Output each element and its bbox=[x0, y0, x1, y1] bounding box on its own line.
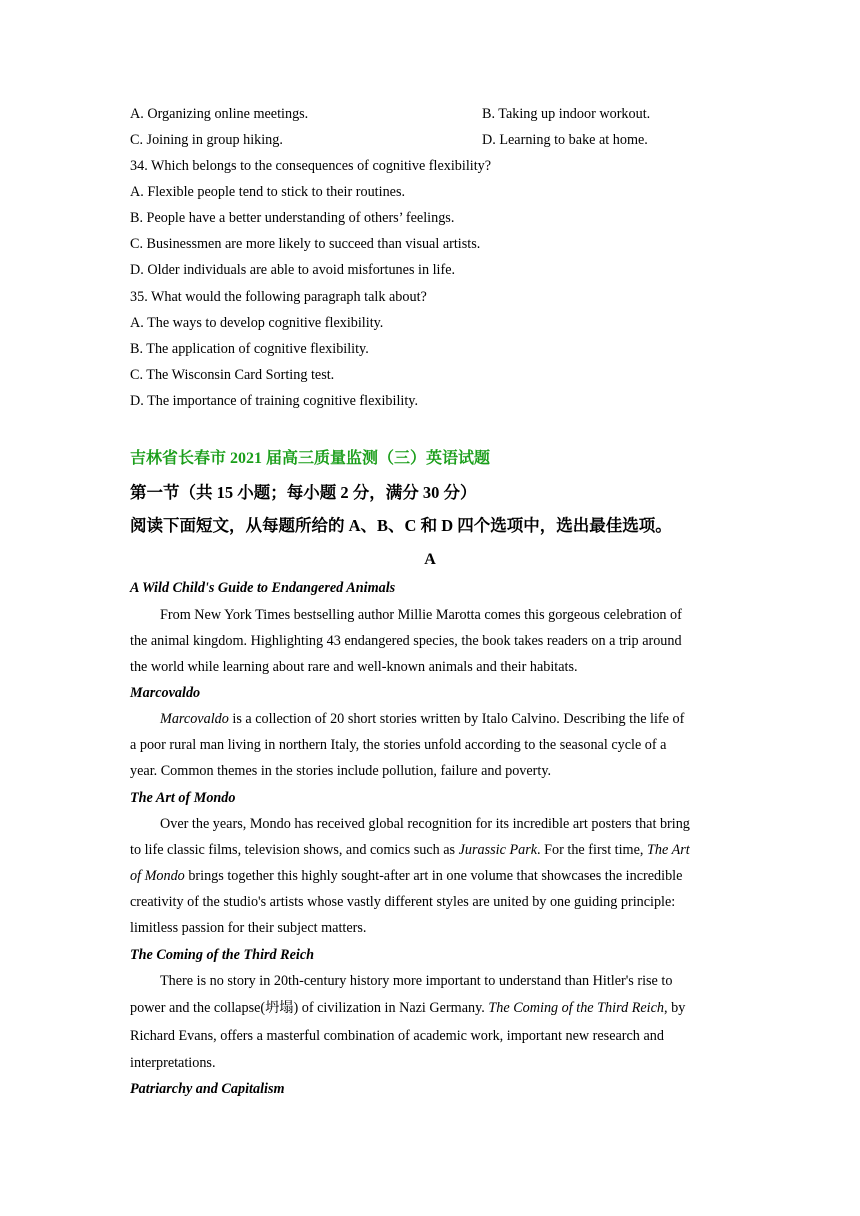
q34-question: 34. Which belongs to the consequences of cognitive flexibility? bbox=[130, 158, 492, 174]
q34-option-b: B. People have a better understanding of others’ feelings. bbox=[130, 210, 455, 226]
paragraph-line bbox=[160, 710, 684, 728]
paragraph-line: the world while learning about rare and well-known animals and their habitats. bbox=[130, 659, 578, 675]
italic-title: Jurassic Park bbox=[458, 842, 538, 858]
paragraph-line: Over the years, Mondo has received global recognition for its incredible art posters that bring bbox=[160, 816, 690, 832]
paragraph-text: power and the collapse(坍塌) of civilization in Nazi Germany. bbox=[130, 1000, 489, 1016]
paragraph-text: to life classic films, television shows, and comics such as bbox=[130, 842, 459, 858]
passage-label: A bbox=[424, 551, 436, 568]
q35-question: 35. What would the following paragraph talk about? bbox=[130, 289, 427, 305]
q33-option-d: D. Learning to bake at home. bbox=[482, 132, 648, 148]
italic-title: of Mondo bbox=[130, 868, 185, 884]
paragraph-text: brings together this highly sought-after art in one volume that showcases the incredible bbox=[184, 868, 683, 884]
paragraph-line: a poor rural man living in northern Italy, the stories unfold according to the seasonal cycle of a bbox=[130, 737, 667, 753]
paragraph-text: . For the first time, bbox=[537, 842, 647, 858]
paragraph-line: From New York Times bestselling author Millie Marotta comes this gorgeous celebration of bbox=[160, 607, 682, 623]
paragraph-line: There is no story in 20th-century history more important to understand than Hitler's rise to bbox=[160, 973, 673, 989]
paragraph-line: Richard Evans, offers a masterful combination of academic work, important new research and bbox=[130, 1028, 664, 1044]
paragraph-line: the animal kingdom. Highlighting 43 endangered species, the book takes readers on a trip around bbox=[130, 633, 682, 649]
q35-option-c: C. The Wisconsin Card Sorting test. bbox=[130, 367, 335, 383]
paragraph-line: limitless passion for their subject matters. bbox=[130, 920, 367, 936]
q35-option-a: A. The ways to develop cognitive flexibility. bbox=[130, 315, 384, 331]
italic-title: The Art bbox=[647, 842, 690, 858]
paragraph-line: interpretations. bbox=[130, 1055, 216, 1071]
italic-title: The Coming of the Third Reich bbox=[488, 1000, 665, 1016]
q35-option-d: D. The importance of training cognitive flexibility. bbox=[130, 393, 419, 409]
italic-title: Marcovaldo bbox=[160, 711, 229, 727]
book-title: Patriarchy and Capitalism bbox=[130, 1081, 285, 1097]
q35-option-b: B. The application of cognitive flexibility. bbox=[130, 341, 369, 357]
book-title: A Wild Child's Guide to Endangered Animals bbox=[130, 580, 396, 596]
q34-option-d: D. Older individuals are able to avoid misfortunes in life. bbox=[130, 262, 456, 278]
instruction: 阅读下面短文，从每题所给的 A、B、C 和 D 四个选项中，选出最佳选项。 bbox=[130, 516, 672, 535]
paragraph-line: creativity of the studio's artists whose vastly different styles are united by one guiding principle: bbox=[130, 894, 676, 910]
exam-title: 吉林省长春市 2021 届高三质量监测（三）英语试题 bbox=[130, 450, 491, 467]
q33-option-b: B. Taking up indoor workout. bbox=[482, 106, 651, 122]
paragraph-text: , by bbox=[664, 1000, 686, 1016]
q33-option-c: C. Joining in group hiking. bbox=[130, 132, 283, 148]
paragraph-line: year. Common themes in the stories include pollution, failure and poverty. bbox=[130, 763, 552, 779]
q34-option-a: A. Flexible people tend to stick to their routines. bbox=[130, 184, 406, 200]
q33-option-a: A. Organizing online meetings. bbox=[130, 106, 309, 122]
book-title: The Art of Mondo bbox=[130, 790, 236, 806]
paragraph-line bbox=[130, 999, 685, 1017]
book-title: The Coming of the Third Reich bbox=[130, 947, 315, 963]
paragraph-text: is a collection of 20 short stories written by Italo Calvino. Describing the life of bbox=[228, 711, 685, 727]
paragraph-line bbox=[130, 867, 682, 885]
paragraph-line bbox=[130, 841, 690, 859]
section-heading: 第一节（共 15 小题；每小题 2 分，满分 30 分） bbox=[130, 483, 477, 502]
book-title: Marcovaldo bbox=[130, 685, 201, 701]
q34-option-c: C. Businessmen are more likely to succeed than visual artists. bbox=[130, 236, 481, 252]
